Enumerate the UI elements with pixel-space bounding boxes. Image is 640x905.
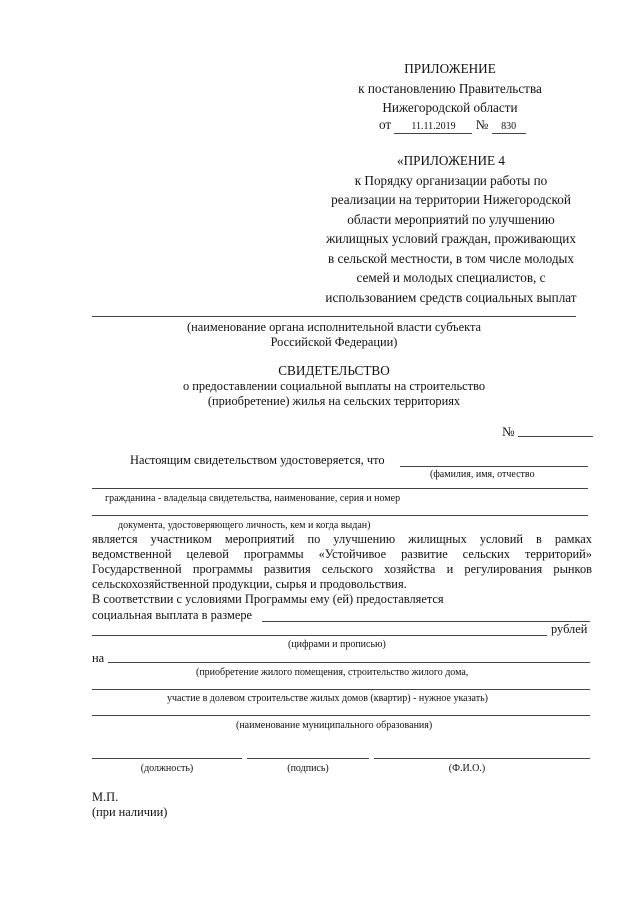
appendix-block bbox=[320, 59, 580, 118]
position-field[interactable] bbox=[92, 758, 242, 759]
appendix-date: 11.11.2019 bbox=[394, 120, 472, 134]
municipality-field[interactable] bbox=[92, 715, 590, 716]
conditions-text: В соответствии с условиями Программы ему (ей) предоставляется bbox=[92, 592, 444, 606]
appendix-line-2: Нижегородской области bbox=[382, 100, 518, 115]
appendix4-line: области мероприятий по улучшению bbox=[347, 211, 555, 227]
para-line: Государственной программы развития сельского хозяйства и регулирования рынков bbox=[92, 562, 592, 576]
appendix4-block bbox=[303, 151, 599, 307]
stamp-block bbox=[92, 790, 167, 820]
certificate-number-label: № bbox=[502, 424, 515, 439]
sign-fio-field[interactable] bbox=[374, 758, 590, 759]
number-prefix: № bbox=[475, 117, 489, 132]
appendix-title: ПРИЛОЖЕНИЕ bbox=[404, 61, 496, 76]
caption-document: документа, удостоверяющего личность, кем и когда выдан) bbox=[118, 520, 371, 531]
caption-position: (должность) bbox=[140, 763, 194, 774]
caption-citizen: гражданина - владельца свидетельства, наименование, серия и номер bbox=[105, 493, 401, 504]
authority-field[interactable] bbox=[92, 316, 576, 317]
signature-field[interactable] bbox=[247, 758, 369, 759]
purpose-field-1[interactable] bbox=[108, 662, 590, 663]
para-line: является участником мероприятий по улучшению жилищных условий в рамках bbox=[92, 532, 592, 546]
caption-sign-fio: (Ф.И.О.) bbox=[448, 763, 486, 774]
para-line-last: сельскохозяйственной продукции, сырья и продовольствия. bbox=[92, 577, 407, 591]
caption-fio: (фамилия, имя, отчество bbox=[430, 469, 535, 480]
appendix4-line: семей и молодых специалистов, с bbox=[356, 270, 546, 285]
appendix4-line: жилищных условий граждан, проживающих bbox=[326, 231, 576, 246]
rubles-label: рублей bbox=[551, 622, 588, 636]
appendix-line-1: к постановлению Правительства bbox=[358, 80, 542, 96]
certificate-number-field[interactable] bbox=[518, 436, 593, 437]
caption-purpose-2: участие в долевом строительстве жилых домов (квартир) - нужное указать) bbox=[167, 693, 488, 704]
na-label: на bbox=[92, 651, 105, 665]
document-field[interactable] bbox=[92, 515, 588, 516]
appendix4-line: использованием средств социальных выплат bbox=[325, 289, 577, 305]
citizen-field[interactable] bbox=[92, 488, 588, 489]
payment-field-2[interactable] bbox=[92, 635, 547, 636]
purpose-field-2[interactable] bbox=[92, 689, 590, 690]
caption-signature: (подпись) bbox=[287, 763, 329, 774]
appendix4-line: «ПРИЛОЖЕНИЕ 4 bbox=[397, 153, 505, 168]
participant-paragraph bbox=[92, 532, 592, 607]
caption-purpose-1: (приобретение жилого помещения, строительство жилого дома, bbox=[196, 667, 469, 678]
stamp-mp: М.П. bbox=[92, 790, 119, 804]
stamp-if-present: (при наличии) bbox=[92, 805, 168, 819]
certificate-title: СВИДЕТЕЛЬСТВО bbox=[278, 363, 390, 378]
caption-amount: (цифрами и прописью) bbox=[288, 639, 386, 650]
authority-caption-1: (наименование органа исполнительной власти субъекта bbox=[186, 320, 482, 334]
appendix4-line: в сельской местности, в том числе молодых bbox=[327, 250, 574, 266]
certificate-subtitle-1: о предоставлении социальной выплаты на строительство bbox=[182, 379, 486, 393]
fio-field[interactable] bbox=[400, 466, 588, 467]
para-line: ведомственной целевой программы «Устойчивое развитие сельских территорий» bbox=[92, 547, 592, 561]
appendix-date-line bbox=[379, 115, 579, 135]
certify-text: Настоящим свидетельством удостоверяется, что bbox=[130, 453, 385, 467]
authority-caption-2: Российской Федерации) bbox=[270, 335, 398, 349]
appendix-number: 830 bbox=[492, 120, 526, 134]
payment-label: социальная выплата в размере bbox=[92, 608, 253, 622]
date-prefix: от bbox=[379, 117, 392, 132]
authority-caption bbox=[92, 320, 576, 350]
certificate-heading bbox=[92, 362, 576, 409]
payment-field-1[interactable] bbox=[262, 621, 590, 622]
caption-municipality: (наименование муниципального образования) bbox=[236, 720, 433, 731]
appendix4-line: реализации на территории Нижегородской bbox=[331, 192, 571, 207]
appendix4-line: к Порядку организации работы по bbox=[354, 172, 548, 188]
certificate-subtitle-2: (приобретение) жилья на сельских территориях bbox=[207, 394, 461, 408]
